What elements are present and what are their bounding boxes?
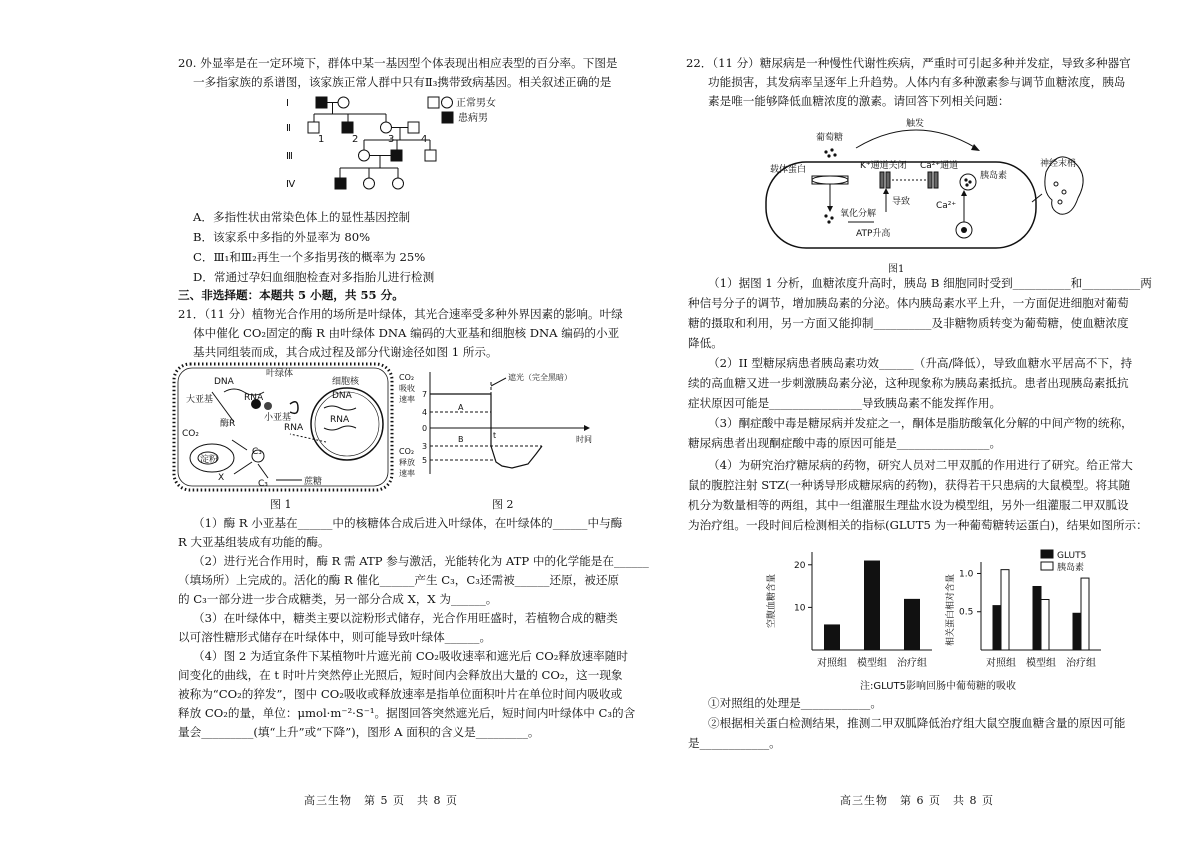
- chart2-category-label: 对照组: [986, 658, 1016, 669]
- chart1-category-label: 对照组: [817, 658, 847, 669]
- fig-r-caption: 图1: [888, 264, 905, 275]
- fig-r-insulin: 胰岛素: [980, 171, 1008, 181]
- fig1-label-chloroplast: 叶绿体: [266, 369, 294, 379]
- num-4: 4: [421, 134, 428, 145]
- q21-part1-line2: R 大亚基组装成有功能的酶。: [178, 535, 330, 549]
- fig-r-carrier: 载体蛋白: [770, 165, 807, 175]
- fig1-label-starch: 淀粉: [200, 455, 219, 465]
- q21-part3-line2: 以可溶性糖形式储存在叶绿体中，则可能导致叶绿体______。: [178, 630, 492, 644]
- fig1-label-c3-out: C₃: [258, 479, 268, 489]
- q22-part4-line2: 鼠的腹腔注射 STZ(一种诱导形成糖尿病的药物)，获得若干只患病的大鼠模型。将其随: [688, 478, 1131, 492]
- fig2-tick-4: 4: [422, 408, 428, 417]
- chart2-legend-swatch: [1041, 562, 1053, 570]
- num-3: 3: [388, 134, 395, 145]
- q22-part3-line1: （3）酮症酸中毒是糖尿病并发症之一，酮体是脂肪酸氧化分解的中间产物的统称，: [708, 416, 1133, 430]
- chart-blood-glucose: [760, 546, 940, 674]
- chart1-bar: [904, 599, 920, 650]
- chart1-category-label: 模型组: [857, 658, 887, 669]
- chart2-ylabel: 相关蛋白相对含量: [946, 573, 956, 647]
- chart2-bar-insulin: [1081, 578, 1089, 650]
- q21-part4-line1: （4）图 2 为适宜条件下某植物叶片遮光前 CO₂吸收速率和遮光后 CO₂释放速率随时: [193, 649, 628, 663]
- q22-part3-line2: 糖尿病患者出现酮症酸中毒的原因可能是________________。: [688, 436, 1002, 450]
- pedigree-III1: [359, 150, 370, 161]
- chart2-category-label: 模型组: [1026, 658, 1056, 669]
- q22-part1-line4: 降低。: [688, 336, 723, 350]
- fig1-label-rna-nucleus: RNA: [330, 415, 350, 425]
- fig1-label-co2: CO₂: [182, 429, 199, 439]
- fig1-label-rna: RNA: [244, 393, 264, 403]
- q21-stem-line2: 体中催化 CO₂固定的酶 R 由叶绿体 DNA 编码的大亚基和细胞核 DNA 编码的小亚: [193, 326, 620, 340]
- chart2-bar-glut5: [1073, 613, 1081, 650]
- right-footer: 高三生物 第 6 页 共 8 页: [840, 794, 994, 807]
- q22-part1-line2: 种信号分子的调节，增加胰岛素的分泌。体内胰岛素水平上升，一方面促进细胞对葡萄: [688, 296, 1129, 310]
- q22-stem-line3: 素是唯一能够降低血糖浓度的激素。请回答下列相关问题：: [708, 94, 1010, 108]
- fig2-ylabel-bot-1: CO₂: [399, 447, 415, 456]
- figure1-beta-cell: [756, 112, 1096, 262]
- chart1-ylabel: 空腹血糖含量: [767, 573, 777, 629]
- fig1-label-x: X: [218, 473, 225, 483]
- right-page: [600, 0, 1200, 848]
- q20-stem-line1: 20. 外显率是在一定环境下，群体中某一基因型个体表现出相应表型的百分率。下图是: [178, 56, 618, 70]
- q21-part4-line4: 释放 CO₂的量，单位：μmol·m⁻²·S⁻¹。据图回答突然遮光后，短时间内叶绿体中 C₃的含: [178, 706, 636, 720]
- fig2-t-label: t: [493, 431, 497, 440]
- pedigree-III2: [391, 150, 402, 161]
- gen-label-2: Ⅱ: [286, 123, 291, 134]
- fig1-label-small-subunit: 小亚基: [264, 413, 292, 423]
- fig1-label-sucrose: 蔗糖: [304, 477, 323, 487]
- fig-r-k-channel: K⁺通道关闭: [860, 161, 907, 171]
- q22-part2-line1: （2）II 型糖尿病患者胰岛素功效______（升高/降低），导致血糖水平居高不下，持: [708, 356, 1133, 370]
- gen-label-1: Ⅰ: [286, 98, 289, 109]
- pedigree-chart: [280, 92, 520, 204]
- pedigree-I2: [338, 97, 349, 108]
- chart2-bar-insulin: [1041, 599, 1049, 650]
- fig1-label-c3: C₃: [252, 447, 262, 457]
- q21-part4-line2: 间变化的曲线，在 t 时叶片突然停止光照后，短时间内会释放出大量的 CO₂，这一现象: [178, 668, 623, 682]
- pedigree-II2: [342, 122, 353, 133]
- chart1-ytick-label: 20: [794, 560, 806, 571]
- chart2-bar-glut5: [1033, 586, 1041, 650]
- chart2-legend-label: GLUT5: [1057, 551, 1087, 561]
- q21-part3-line1: （3）在叶绿体中，糖类主要以淀粉形式储存，光合作用旺盛时，若植物合成的糖类: [193, 611, 618, 625]
- chart2-bar-glut5: [993, 606, 1001, 650]
- chart2-legend-label: 胰岛素: [1057, 563, 1085, 573]
- q22-part1-line3: 糖的摄取和利用，另一方面又能抑制__________及非糖物质转变为葡萄糖，使血糖浓度: [688, 316, 1129, 330]
- fig2-tick-7: 7: [422, 390, 428, 399]
- q22-part4-line4: 为治疗组。一段时间后检测相关的指标(GLUT5 为一种葡萄糖转运蛋白)，结果如图所示：: [688, 518, 1148, 532]
- fig2-ylabel-top-3: 速率: [399, 395, 415, 404]
- pedigree-IV1: [335, 178, 346, 189]
- q21-part2-line3: 的 C₃一部分进一步合成糖类，另一部分合成 X，X 为______。: [178, 592, 498, 606]
- q20-stem-line2: 一多指家族的系谱图，该家族正常人群中只有Ⅱ₃携带致病基因。相关叙述正确的是: [193, 75, 612, 89]
- num-1: 1: [318, 134, 325, 145]
- fig1-label-rna-transfer: RNA: [284, 423, 304, 433]
- q22-part4-line1: （4）为研究治疗糖尿病的药物，研究人员对二甲双胍的作用进行了研究。给正常大: [708, 458, 1133, 472]
- pedigree-III3: [425, 150, 436, 161]
- legend-normal: 正常男女: [456, 98, 496, 109]
- q20-option-b: B．该家系中多指的外显率为 80%: [193, 230, 371, 244]
- pedigree-II3: [381, 122, 392, 133]
- q22-sub2-line1: ②根据相关蛋白检测结果，推测二甲双胍降低治疗组大鼠空腹血糖含量的原因可能: [708, 716, 1126, 730]
- chart-protein-content: [945, 546, 1105, 674]
- fig2-ylabel-bot-2: 释放: [399, 458, 415, 467]
- chart-note: 注:GLUT5影响回肠中葡萄糖的吸收: [860, 681, 1016, 692]
- fig-r-lead: 导致: [892, 197, 911, 207]
- pedigree-IV2: [364, 178, 375, 189]
- q22-stem-line2: 功能损害，其发病率呈逐年上升趋势。人体内有多种激素参与调节血糖浓度，胰岛: [708, 75, 1126, 89]
- fig2-tick-0: 0: [422, 424, 428, 433]
- fig-r-trigger: 触发: [906, 119, 925, 129]
- fig-r-nerve: 神经末梢: [1040, 159, 1077, 169]
- q21-stem-line3: 基共同组装而成，其合成过程及部分代谢途径如图 1 所示。: [193, 345, 498, 359]
- fig1-label-enzyme-r: 酶R: [220, 419, 236, 429]
- chart2-ytick-label: 0.5: [959, 607, 974, 618]
- fig2-tick-3: 3: [422, 442, 428, 451]
- pedigree-II1: [308, 122, 319, 133]
- fig2-shade-label: 遮光（完全黑暗）: [508, 373, 572, 382]
- fig2-caption: 图 2: [492, 498, 514, 511]
- chart1-bar: [864, 561, 880, 650]
- q22-part1-line1: （1）据图 1 分析，血糖浓度升高时，胰岛 B 细胞同时受到__________和__________两: [708, 276, 1152, 290]
- q20-option-a: A．多指性状由常染色体上的显性基因控制: [193, 210, 411, 224]
- num-2: 2: [352, 134, 359, 145]
- gen-label-3: Ⅲ: [286, 151, 293, 162]
- fig-r-oxidation: 氧化分解: [840, 209, 877, 219]
- q21-part2-line1: （2）进行光合作用时，酶 R 需 ATP 参与激活，光能转化为 ATP 中的化学能是在______: [193, 554, 649, 568]
- q22-part4-line3: 机分为数量相等的两组，其中一组灌服生理盐水设为模型组，另外一组灌服二甲双胍设: [688, 498, 1129, 512]
- q21-part2-line2: （填场所）上完成的。活化的酶 R 催化______产生 C₃，C₃还需被______还原，被还原: [178, 573, 620, 587]
- pedigree-I1: [316, 97, 327, 108]
- chart2-legend-swatch: [1041, 550, 1053, 558]
- fig1-label-dna: DNA: [214, 377, 234, 387]
- q20-option-d: D．常通过孕妇血细胞检查对多指胎儿进行检测: [193, 270, 435, 284]
- q21-stem-line1: 21．（11 分）植物光合作用的场所是叶绿体，其光合速率受多种外界因素的影响。叶绿: [178, 307, 623, 321]
- q21-part4-line3: 被称为“CO₂的猝发”，图中 CO₂吸收或释放速率是指单位面积叶片在单位时间内吸收或: [178, 687, 623, 701]
- gen-label-4: Ⅳ: [286, 179, 296, 190]
- chart2-category-label: 治疗组: [1066, 658, 1096, 669]
- figure2-co2-curve: [396, 362, 616, 494]
- section-heading: 三、非选择题：本题共 5 小题，共 55 分。: [178, 288, 404, 302]
- fig1-label-large-subunit: 大亚基: [186, 395, 214, 405]
- q22-stem-line1: 22．（11 分）糖尿病是一种慢性代谢性疾病，严重时可引起多种并发症，导致多种器官: [686, 56, 1131, 70]
- fig-r-ca-ion: Ca²⁺: [936, 201, 957, 211]
- pedigree-IV3: [393, 178, 404, 189]
- q22-part2-line2: 续的高血糖又进一步刺激胰岛素分泌，这种现象称为胰岛素抵抗。患者出现胰岛素抵抗: [688, 376, 1129, 390]
- chart2-ytick-label: 1.0: [959, 569, 974, 580]
- q22-sub1: ①对照组的处理是____________。: [708, 696, 882, 710]
- fig-r-ca-channel: Ca²⁺通道: [920, 161, 959, 171]
- fig2-ylabel-top-1: CO₂: [399, 373, 415, 382]
- q20-option-c: C．Ⅲ₁和Ⅲ₂再生一个多指男孩的概率为 25%: [193, 250, 426, 264]
- fig2-time-label: 时间: [576, 435, 592, 444]
- figure1-chloroplast: [172, 362, 394, 494]
- fig2-ylabel-top-2: 吸收: [399, 384, 415, 393]
- left-footer: 高三生物 第 5 页 共 8 页: [304, 794, 458, 807]
- chart1-bar: [824, 624, 840, 650]
- q22-part2-line3: 症状原因可能是________________导致胰岛素不能发挥作用。: [688, 396, 1002, 410]
- fig2-tick-5: 5: [422, 456, 428, 465]
- legend-affected: 患病男: [458, 113, 488, 124]
- chart1-ytick-label: 10: [794, 603, 806, 614]
- fig1-caption: 图 1: [270, 498, 292, 511]
- fig2-area-b: B: [458, 435, 464, 444]
- fig1-label-dna-nucleus: DNA: [332, 391, 352, 401]
- pedigree-II4: [408, 122, 419, 133]
- q21-part1-line1: （1）酶 R 小亚基在______中的核糖体合成后进入叶绿体，在叶绿体的______中与酶: [193, 516, 623, 530]
- fig-r-atp: ATP升高: [856, 229, 891, 239]
- fig2-area-a: A: [458, 403, 464, 412]
- fig2-ylabel-bot-3: 速率: [399, 469, 415, 478]
- chart1-category-label: 治疗组: [897, 658, 927, 669]
- q22-sub2-line2: 是____________。: [688, 736, 781, 750]
- chart2-bar-insulin: [1001, 570, 1009, 650]
- fig-r-glucose: 葡萄糖: [816, 133, 844, 143]
- q21-part4-line5: 量会_________(填“上升”或“下降”)，图形 A 面积的含义是_________。: [178, 725, 540, 739]
- fig1-label-nucleus: 细胞核: [332, 377, 360, 387]
